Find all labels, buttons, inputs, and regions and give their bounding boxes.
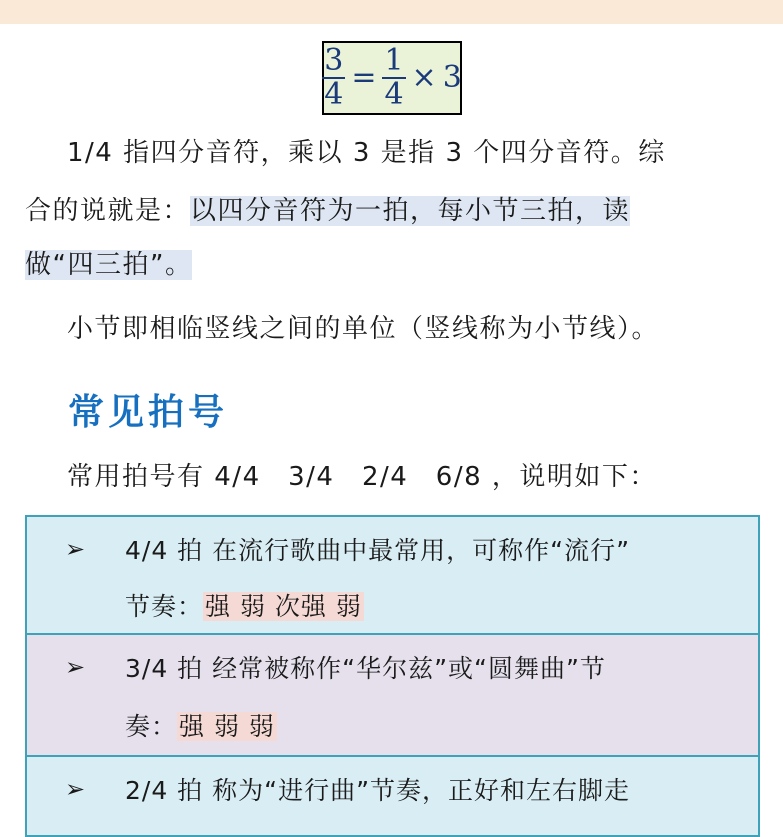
list-item <box>25 757 760 837</box>
item-text <box>125 707 277 743</box>
arrow-bullet-icon: ➢ <box>65 775 87 803</box>
denominator: 4 <box>384 77 404 112</box>
denominator: 4 <box>324 77 344 112</box>
formula-box <box>322 41 462 115</box>
arrow-bullet-icon: ➢ <box>65 535 87 563</box>
highlighted-text: 做“四三拍”。 <box>25 250 193 280</box>
factor: 3 <box>442 60 462 95</box>
fraction-three-quarters <box>322 45 345 111</box>
section-heading: 常见拍号 <box>68 392 229 433</box>
highlighted-text: 以四分音符为一拍，每小节三拍，读 <box>190 196 631 226</box>
top-band <box>0 0 783 24</box>
text-line: 小节即相临竖线之间的单位（竖线称为小节线）。 <box>67 314 660 344</box>
item-text: 4/4 拍 在流行歌曲中最常用，可称作“流行” <box>125 536 631 565</box>
text-line: 1/4 指四分音符，乘以 3 是指 3 个四分音符。综 <box>67 138 666 168</box>
arrow-bullet-icon: ➢ <box>65 653 87 681</box>
item-text: 2/4 拍 称为“进行曲”节奏，正好和左右脚走 <box>125 776 631 805</box>
item-text: 3/4 拍 经常被称作“华尔兹”或“圆舞曲”节 <box>125 654 606 683</box>
text-span: 合的说就是： <box>25 196 191 226</box>
text-span: 奏： <box>125 712 178 741</box>
accent-pattern: 强 弱 弱 <box>179 712 275 741</box>
fraction-one-quarter <box>382 45 405 111</box>
numerator: 1 <box>384 43 404 78</box>
text-line <box>25 196 630 226</box>
numerator: 3 <box>324 43 344 78</box>
item-text <box>125 587 364 623</box>
equals-sign: = <box>351 60 377 95</box>
text-span: 节奏： <box>125 592 204 621</box>
list-item <box>25 635 760 757</box>
time-signature-list <box>25 515 760 837</box>
times-sign: × <box>411 60 437 95</box>
text-line: 常用拍号有 4/4 3/4 2/4 6/8 ，说明如下： <box>67 462 657 492</box>
accent-pattern: 强 弱 次强 弱 <box>205 592 362 621</box>
list-item <box>25 515 760 635</box>
